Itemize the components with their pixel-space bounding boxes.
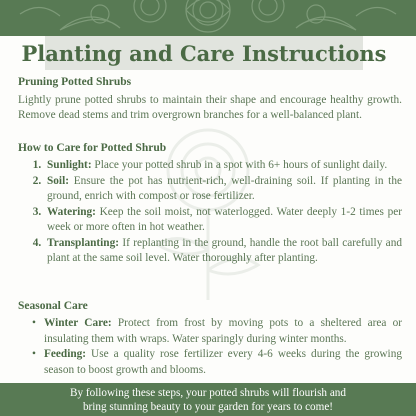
item-label: Feeding: [44,348,87,360]
step-label: Transplanting: [47,236,119,249]
step-text: Place your potted shrub in a spot with 6+ hours of sunlight daily. [91,159,388,171]
step-label: Watering: [47,205,96,218]
top-decorative-band [0,0,416,36]
care-steps-list [18,158,402,267]
item-text: Protect from frost by moving pots to a sheltered area or insulating them with wraps. Water sparingly during winter months. [44,317,402,345]
item-label: Winter Care: [44,317,112,329]
rose-pattern-decoration [0,0,416,36]
care-step-sunlight [44,158,402,174]
bullet-icon: • [32,317,36,329]
pruning-text: Lightly prune potted shrubs to maintain their shape and encourage healthy growth. Remove dead stems and trim overgrown branches for a well-balanced plant. [18,93,402,121]
instructions-content [18,75,402,378]
footer-line-2: bring stunning beauty to your garden for years to come! [82,400,334,413]
footer-line-1: By following these steps, your potted shrubs will flourish and [70,386,346,399]
pruning-heading: Pruning Potted Shrubs [18,76,132,88]
bullet-icon: • [32,348,36,360]
seasonal-item-winter [32,316,402,347]
step-label: Sunlight: [47,159,92,171]
item-text: Use a quality rose fertilizer every 4-6 weeks during the growing season to boost growth and blooms. [44,348,402,376]
step-text: Ensure the pot has nutrient-rich, well-draining soil. If planting in the ground, enrich with compost or rose fertilizer. [47,174,402,202]
seasonal-item-feeding [32,347,402,378]
step-text: Keep the soil moist, not waterlogged. Water deeply 1-2 times per week or more often in hot weather. [47,205,402,233]
seasonal-list [18,316,402,378]
care-step-soil [44,174,402,205]
seasonal-heading: Seasonal Care [18,299,88,312]
care-step-watering [44,205,402,236]
care-step-transplanting [44,236,402,267]
footer-banner [0,383,416,416]
title-banner [21,36,387,70]
step-text: If replanting in the ground, handle the root ball carefully and plant at the same soil level. Water thoroughly after planting. [47,236,402,264]
page-title: Planting and Care Instructions [21,40,387,66]
step-label: Soil: [47,174,69,187]
care-heading: How to Care for Potted Shrub [18,141,167,154]
